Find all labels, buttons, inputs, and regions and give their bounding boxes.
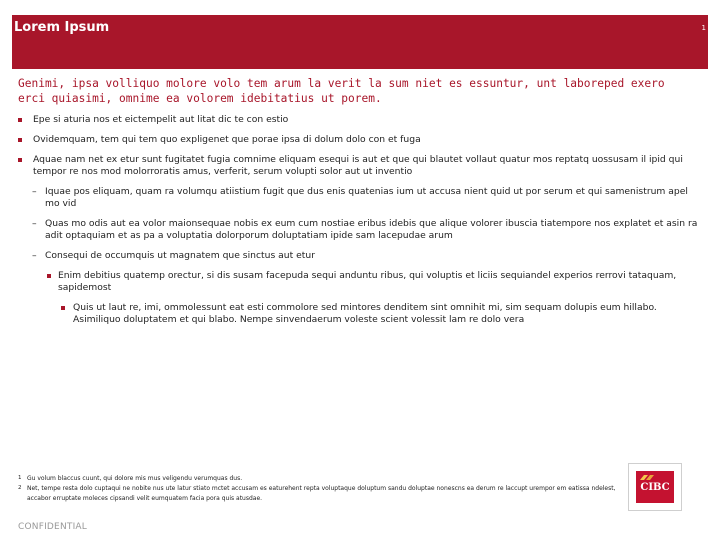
third-level-bullet-item: Enim debitius quatemp orectur, si dis susam facepuda sequi anduntu ribus, qui voluptis et liciis sequiandel experios rerrovi tataquam, sapidemost [18, 270, 702, 294]
footnote [18, 474, 618, 484]
sub-bullet-item: – Consequi de occumquis ut magnatem que sinctus aut etur [18, 250, 702, 262]
cibc-logo [628, 463, 682, 511]
bullet-item: Aquae nam net ex etur sunt fugitatet fugia comnime eliquam esequi is aut et que qui blautet vollaut quatur mos reptatq uossusam il ipid qui tempor re nos mod molorroratis amus, verferit, serum volupti solor aut ut inventio [18, 154, 702, 178]
footnote-text: Gu volum blaccus cuunt, qui dolore mis mus veligendu verumquas dus. [27, 475, 243, 482]
logo-text: CIBC [640, 482, 670, 493]
bullet-item: Ovidemquam, tem qui tem quo expligenet que porae ipsa di dolum dolo con et fuga [18, 134, 702, 146]
logo-red-block [636, 471, 674, 503]
confidential-label: CONFIDENTIAL [18, 522, 88, 532]
header-band [12, 15, 708, 69]
bullet-item: Epe si aturia nos et eictempelit aut litat dic te con estio [18, 114, 702, 126]
footnote [18, 484, 618, 504]
footnotes [18, 474, 618, 504]
sub-bullet-item: – Quas mo odis aut ea volor maionsequae nobis ex eum cum nostiae eribus idebis que alique volorer ibuscia tiatempore nos explatet et asin ra adit optaquiam et as pa a voluptatia dolorporum doluptatiam ipide sam lacepudae arum [18, 218, 702, 242]
bullet-list [18, 114, 702, 334]
footnote-text: Net, tempe resta dolo cuptaqui ne nobite nus ute latur stiato mctet accusam es eaturehent repta voluptaque doluptum sandu doluptae nonescns ea derum re laccupt urempor em eatissa ndelest, accabor erruptate moleces cipsandi velit eumquatem facia pora quis atusdae. [27, 485, 616, 502]
page-number: 1 [701, 24, 706, 32]
footnote-mark: 1 [18, 475, 22, 481]
slide-title: Lorem Ipsum [14, 20, 110, 35]
fourth-level-bullet-item: Quis ut laut re, imi, ommolessunt eat esti commolore sed mintores denditem sint omnihit mi, sim sequam dolupis eum hillabo. Asimiliquo doluptatem et qui blabo. Nempe sinvendaerum voleste scient volessit lam re dolo vera [18, 302, 702, 326]
lead-paragraph: Genimi, ipsa volliquo molore volo tem arum la verit la sum niet es essuntur, unt laboreped exero erci quiasimi, omnime ea volorem idebitatius ut porem. [18, 77, 665, 105]
sub-bullet-item: – Iquae pos eliquam, quam ra volumqu atiistium fugit que dus enis quatenias ium ut accusa nient quid ut por serum et qui samenistrum apel mo vid [18, 186, 702, 210]
chevron-logo-icon [639, 474, 657, 481]
footnote-mark: 2 [18, 485, 22, 491]
